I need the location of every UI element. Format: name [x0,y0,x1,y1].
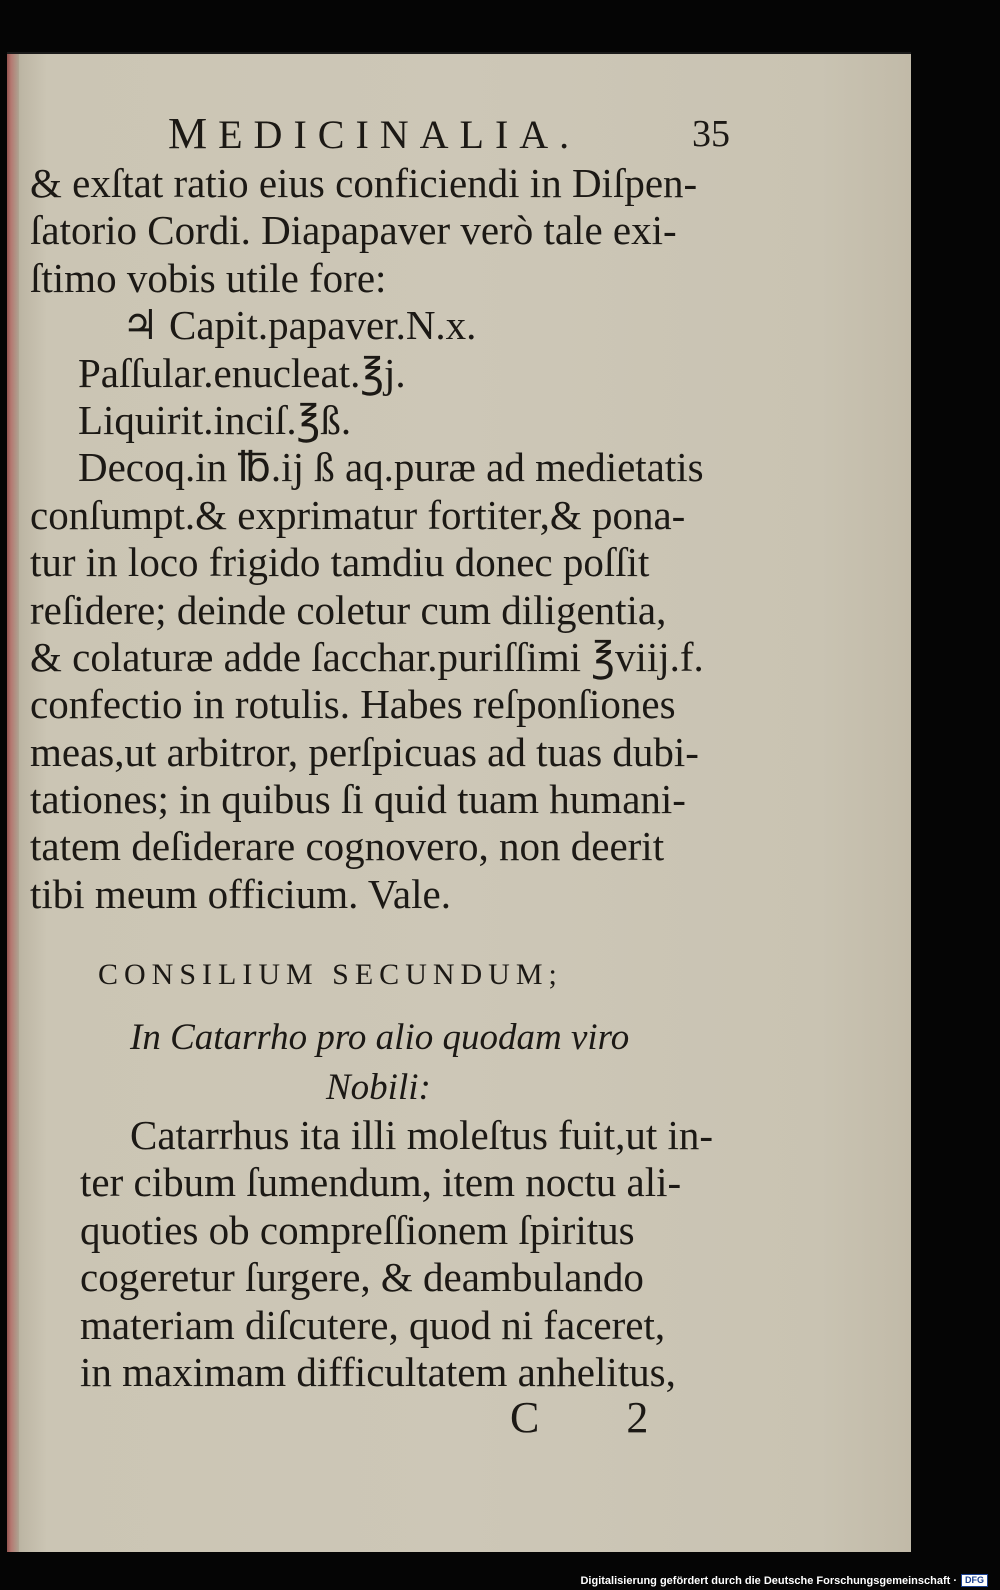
body-line: & exſtat ratio eius conficiendi in Diſpen- [30,160,698,206]
section-heading: CONSILIUM SECUNDUM; [98,958,563,991]
body-line: tur in loco frigido tamdiu donec poſſit [30,539,650,586]
funding-footer [580,1574,988,1587]
header-title-rest: EDICINALIA. [218,112,581,157]
body-line: tatem deſiderare cognovero, non deerit [30,823,665,870]
consilium-text-block [80,1112,740,1396]
recipe-line: Paſſular.enucleat.℥j. [78,349,406,396]
section-subtitle [130,1013,650,1113]
body-line: materiam diſcutere, quod ni faceret, [80,1301,666,1348]
body-line: confectio in rotulis. Habes reſponſiones [30,681,676,728]
subtitle-line: In Catarrho pro alio quodam viro [130,1017,630,1058]
body-line: tationes; in quibus ſi quid tuam humani- [30,776,686,823]
header-initial: M [168,109,219,158]
page-edge [7,54,19,1552]
body-line: ſatorio Cordi. Diapapaver verò tale exi- [30,207,677,254]
subtitle-line: Nobili: [326,1067,431,1108]
recipe-line: Liquirit.inciſ.℥ß. [78,396,352,443]
page-number: 35 [692,113,730,155]
body-line: Decoq.in ℔.ij ß aq.puræ ad medietatis [78,444,704,491]
running-header [168,108,580,159]
body-line: ter cibum ſumendum, item noctu ali- [80,1159,682,1206]
footer-text: Digitalisierung gefördert durch die Deutsche Forschungsgemeinschaft · [580,1574,957,1587]
body-line: & colaturæ adde ſacchar.puriſſimi ℥viij.f. [30,633,704,680]
body-line: reſidere; deinde coletur cum diligentia, [30,586,667,633]
body-text-block [30,160,770,918]
body-line: ſtimo vobis utile fore: [30,254,387,301]
body-line: cogeretur ſurgere, & deambulando [80,1254,644,1301]
body-line: conſumpt.& exprimatur fortiter,& pona- [30,491,686,538]
recipe-line: ♃ Capit.papaver.N.x. [122,302,477,349]
body-line: in maximam difficultatem anhelitus, [80,1348,676,1395]
body-line: quoties ob compreſſionem ſpiritus [80,1206,635,1253]
body-line: tibi meum officium. Vale. [30,870,451,917]
dfg-logo: DFG [961,1574,988,1587]
body-line: meas,ut arbitror, perſpicuas ad tuas dubi- [30,728,699,775]
body-line: Catarrhus ita illi moleſtus fuit,ut in- [130,1112,714,1158]
signature-mark: C 2 [510,1393,687,1442]
